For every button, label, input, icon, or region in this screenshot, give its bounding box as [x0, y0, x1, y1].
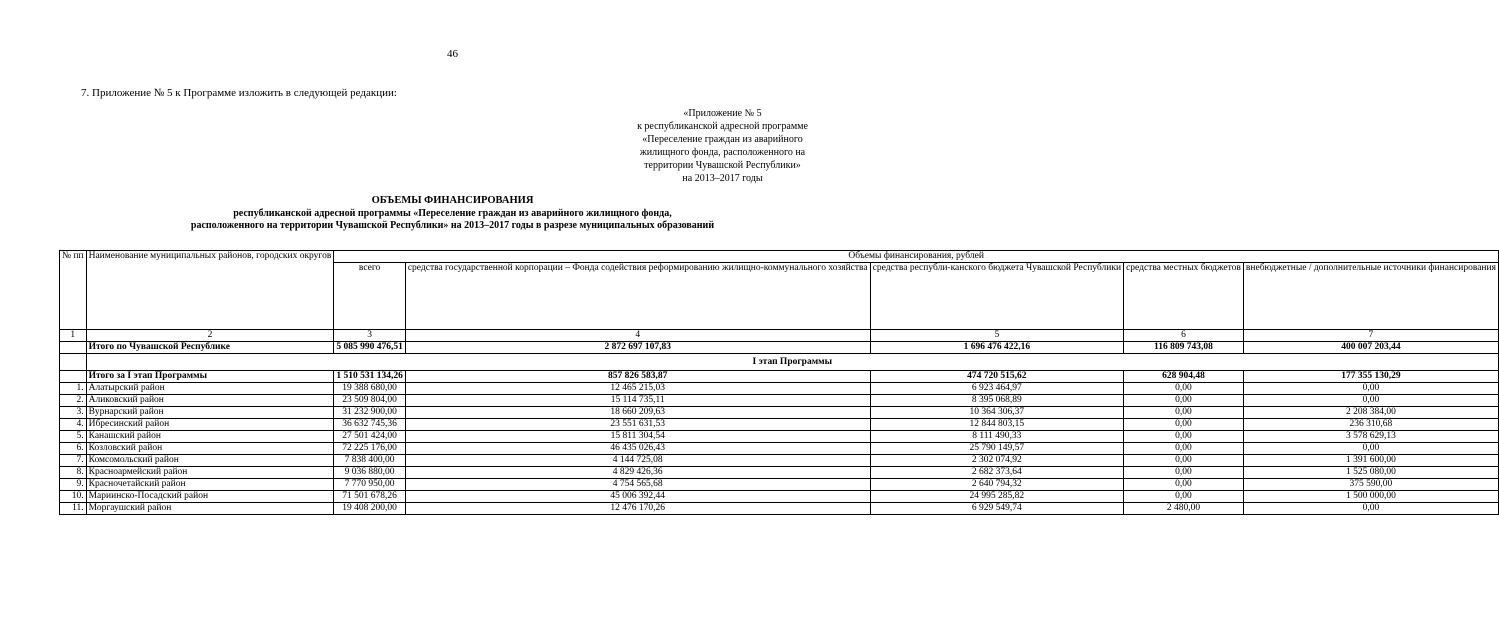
table-row — [60, 431, 1499, 443]
header-name: Наименование муниципальных районов, городских округов — [86, 251, 334, 330]
row-value: 72 225 176,00 — [334, 443, 406, 455]
total-value: 1 696 476 422,16 — [870, 342, 1123, 354]
district-name: Красночетайский район — [86, 479, 334, 491]
stage-total-value: 628 904,48 — [1124, 371, 1244, 383]
header-col: внебюджетные / дополнительные источники финансирования — [1243, 263, 1498, 330]
row-value: 2 480,00 — [1124, 503, 1244, 515]
document-heading — [60, 195, 845, 232]
header-index: 6 — [1124, 330, 1244, 342]
row-value: 0,00 — [1124, 383, 1244, 395]
row-value: 8 395 068,89 — [870, 395, 1123, 407]
row-value: 0,00 — [1243, 383, 1498, 395]
total-value: 2 872 697 107,83 — [405, 342, 870, 354]
table-row — [60, 443, 1499, 455]
table-row — [60, 455, 1499, 467]
total-row — [60, 342, 1499, 354]
row-value: 0,00 — [1124, 491, 1244, 503]
intro-text: 7. Приложение № 5 к Программе изложить в следующей редакции: — [81, 87, 397, 99]
stage-total-value: 474 720 515,62 — [870, 371, 1123, 383]
stage-total-label: Итого за I этап Программы — [86, 371, 334, 383]
row-number: 2. — [60, 395, 87, 407]
row-value: 2 682 373,64 — [870, 467, 1123, 479]
district-name: Канашский район — [86, 431, 334, 443]
header-num: № пп — [60, 251, 87, 330]
district-name: Красноармейский район — [86, 467, 334, 479]
header-index: 4 — [405, 330, 870, 342]
annex-note — [600, 107, 845, 185]
row-value: 0,00 — [1124, 419, 1244, 431]
row-number: 6. — [60, 443, 87, 455]
total-value: 5 085 990 476,51 — [334, 342, 406, 354]
district-name: Алатырский район — [86, 383, 334, 395]
stage-total-value: 1 510 531 134,26 — [334, 371, 406, 383]
row-number: 1. — [60, 383, 87, 395]
table-row — [60, 491, 1499, 503]
row-value: 0,00 — [1124, 467, 1244, 479]
row-value: 0,00 — [1243, 395, 1498, 407]
row-value: 6 923 464,97 — [870, 383, 1123, 395]
heading-subtitle-line: расположенного на территории Чувашской Республики» на 2013–2017 годы в разрезе муниципальных образований — [190, 220, 715, 231]
row-value: 4 144 725,08 — [405, 455, 870, 467]
total-value: 400 007 203,44 — [1243, 342, 1498, 354]
annex-line: к республиканской адресной программе — [637, 121, 808, 132]
row-value: 31 232 900,00 — [334, 407, 406, 419]
header-index: 1 — [60, 330, 87, 342]
header-col: средства республи-канского бюджета Чувашской Республики — [870, 263, 1123, 330]
district-name: Моргаушский район — [86, 503, 334, 515]
table-row — [60, 467, 1499, 479]
row-value: 7 838 400,00 — [334, 455, 406, 467]
heading-title: ОБЪЕМЫ ФИНАНСИРОВАНИЯ — [371, 195, 534, 206]
row-value: 71 501 678,26 — [334, 491, 406, 503]
table-row — [60, 479, 1499, 491]
header-col: средства местных бюджетов — [1124, 263, 1244, 330]
row-value: 2 302 074,92 — [870, 455, 1123, 467]
row-number: 5. — [60, 431, 87, 443]
table-row — [60, 383, 1499, 395]
stage-total-value: 857 826 583,87 — [405, 371, 870, 383]
row-value: 2 640 794,32 — [870, 479, 1123, 491]
row-number: 11. — [60, 503, 87, 515]
row-value: 236 310,68 — [1243, 419, 1498, 431]
table-row — [60, 419, 1499, 431]
header-index: 5 — [870, 330, 1123, 342]
header-group: Объемы финансирования, рублей — [334, 251, 1499, 263]
row-value: 12 476 170,26 — [405, 503, 870, 515]
row-value: 27 501 424,00 — [334, 431, 406, 443]
table-row — [60, 395, 1499, 407]
district-name: Комсомольский район — [86, 455, 334, 467]
stage-label: I этап Программы — [86, 354, 1498, 371]
row-value: 23 509 804,00 — [334, 395, 406, 407]
row-value: 375 590,00 — [1243, 479, 1498, 491]
row-value: 12 844 803,15 — [870, 419, 1123, 431]
row-value: 10 364 306,37 — [870, 407, 1123, 419]
row-number: 9. — [60, 479, 87, 491]
row-value: 9 036 880,00 — [334, 467, 406, 479]
row-value: 46 435 026,43 — [405, 443, 870, 455]
row-value: 4 829 426,36 — [405, 467, 870, 479]
heading-subtitle-line: республиканской адресной программы «Переселение граждан из аварийного жилищного фонда, — [233, 208, 672, 219]
row-value: 1 500 000,00 — [1243, 491, 1498, 503]
district-name: Ибресинский район — [86, 419, 334, 431]
row-value: 0,00 — [1243, 503, 1498, 515]
stage-total-value: 177 355 130,29 — [1243, 371, 1498, 383]
district-name: Козловский район — [86, 443, 334, 455]
row-number: 8. — [60, 467, 87, 479]
row-value: 6 929 549,74 — [870, 503, 1123, 515]
district-name: Мариинско-Посадский район — [86, 491, 334, 503]
row-value: 15 811 304,54 — [405, 431, 870, 443]
row-value: 0,00 — [1124, 455, 1244, 467]
annex-line: «Приложение № 5 — [683, 108, 762, 119]
row-value: 8 111 490,33 — [870, 431, 1123, 443]
header-index: 2 — [86, 330, 334, 342]
row-value: 45 006 392,44 — [405, 491, 870, 503]
stage-total-num — [60, 371, 87, 383]
total-label: Итого по Чувашской Республике — [86, 342, 334, 354]
row-number: 7. — [60, 455, 87, 467]
financing-table — [59, 250, 1499, 515]
row-value: 0,00 — [1124, 479, 1244, 491]
row-value: 24 995 285,82 — [870, 491, 1123, 503]
page-number: 46 — [447, 48, 458, 60]
row-value: 2 208 384,00 — [1243, 407, 1498, 419]
row-value: 19 408 200,00 — [334, 503, 406, 515]
annex-line: «Переселение граждан из аварийного — [642, 134, 803, 145]
row-number: 10. — [60, 491, 87, 503]
row-number: 4. — [60, 419, 87, 431]
row-value: 1 391 600,00 — [1243, 455, 1498, 467]
header-index: 7 — [1243, 330, 1498, 342]
row-value: 0,00 — [1124, 431, 1244, 443]
stage-total-row — [60, 371, 1499, 383]
header-col: всего — [334, 263, 406, 330]
table-row — [60, 503, 1499, 515]
district-name: Вурнарский район — [86, 407, 334, 419]
row-value: 12 465 215,03 — [405, 383, 870, 395]
row-value: 15 114 735,11 — [405, 395, 870, 407]
annex-line: территории Чувашской Республики» — [644, 160, 801, 171]
row-value: 0,00 — [1243, 443, 1498, 455]
row-value: 19 388 680,00 — [334, 383, 406, 395]
row-value: 25 790 149,57 — [870, 443, 1123, 455]
total-num — [60, 342, 87, 354]
total-value: 116 809 743,08 — [1124, 342, 1244, 354]
annex-line: жилищного фонда, расположенного на — [639, 147, 806, 158]
row-value: 0,00 — [1124, 395, 1244, 407]
header-index: 3 — [334, 330, 406, 342]
row-value: 0,00 — [1124, 443, 1244, 455]
row-value: 0,00 — [1124, 407, 1244, 419]
row-value: 1 525 080,00 — [1243, 467, 1498, 479]
annex-line: на 2013–2017 годы — [682, 173, 763, 184]
row-value: 4 754 565,68 — [405, 479, 870, 491]
row-value: 18 660 209,63 — [405, 407, 870, 419]
row-value: 36 632 745,36 — [334, 419, 406, 431]
row-value: 23 551 631,53 — [405, 419, 870, 431]
stage-num — [60, 354, 87, 371]
header-col: средства государственной корпорации – Фонда содействия реформированию жилищно-коммунального хозяйства — [405, 263, 870, 330]
district-name: Аликовский район — [86, 395, 334, 407]
row-value: 7 770 950,00 — [334, 479, 406, 491]
row-number: 3. — [60, 407, 87, 419]
table-row — [60, 407, 1499, 419]
row-value: 3 578 629,13 — [1243, 431, 1498, 443]
